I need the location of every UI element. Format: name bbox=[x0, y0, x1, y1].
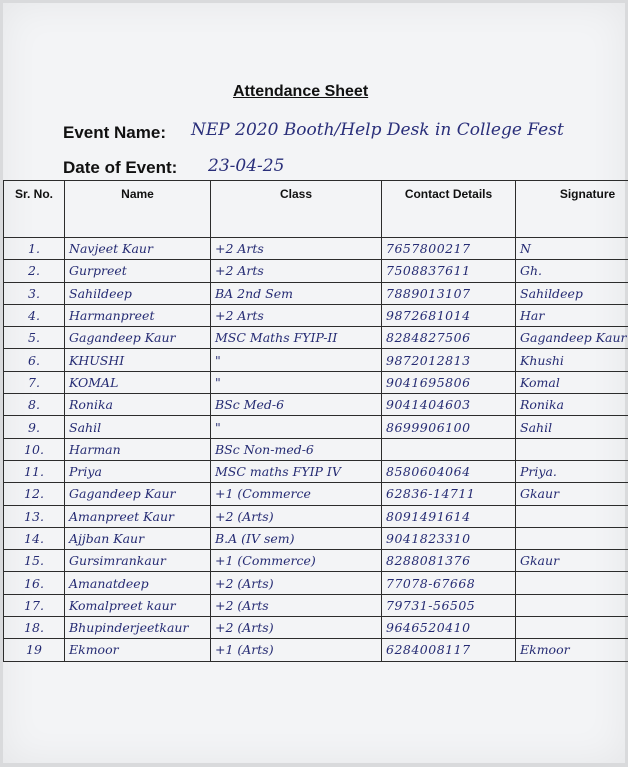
cell-name: Harman bbox=[65, 438, 211, 460]
cell-sno: 18. bbox=[4, 617, 65, 639]
cell-contact: 9041404603 bbox=[382, 394, 516, 416]
column-header-signature: Signature bbox=[516, 181, 628, 238]
attendance-table bbox=[3, 180, 628, 662]
cell-name: Navjeet Kaur bbox=[65, 238, 211, 260]
cell-cls: +1 (Commerce) bbox=[211, 550, 382, 572]
cell-sno: 11. bbox=[4, 460, 65, 482]
table-row bbox=[4, 438, 628, 460]
cell-name: Gagandeep Kaur bbox=[65, 483, 211, 505]
cell-sno: 15. bbox=[4, 550, 65, 572]
cell-cls: +1 (Commerce bbox=[211, 483, 382, 505]
cell-cls: +1 (Arts) bbox=[211, 639, 382, 661]
cell-sno: 10. bbox=[4, 438, 65, 460]
cell-sno: 7. bbox=[4, 371, 65, 393]
cell-sig: N bbox=[516, 238, 628, 260]
cell-sig: Gkaur bbox=[516, 483, 628, 505]
cell-sig: Gkaur bbox=[516, 550, 628, 572]
cell-sno: 5. bbox=[4, 327, 65, 349]
cell-contact: 62836-14711 bbox=[382, 483, 516, 505]
cell-sig: Gh. bbox=[516, 260, 628, 282]
cell-contact: 8699906100 bbox=[382, 416, 516, 438]
cell-name: Amanpreet Kaur bbox=[65, 505, 211, 527]
cell-name: Priya bbox=[65, 460, 211, 482]
cell-contact: 79731-56505 bbox=[382, 594, 516, 616]
date-label: Date of Event: bbox=[63, 158, 178, 177]
cell-sno: 1. bbox=[4, 238, 65, 260]
cell-name: Bhupinderjeetkaur bbox=[65, 617, 211, 639]
cell-sig: Ronika bbox=[516, 394, 628, 416]
cell-name: Gurpreet bbox=[65, 260, 211, 282]
column-header-contact: Contact Details bbox=[382, 181, 516, 238]
table-row bbox=[4, 371, 628, 393]
cell-sig: Har bbox=[516, 304, 628, 326]
table-row bbox=[4, 617, 628, 639]
cell-contact: 7657800217 bbox=[382, 238, 516, 260]
cell-contact: 8284827506 bbox=[382, 327, 516, 349]
cell-sig: Ekmoor bbox=[516, 639, 628, 661]
cell-cls: +2 (Arts bbox=[211, 594, 382, 616]
cell-contact: 8288081376 bbox=[382, 550, 516, 572]
cell-cls: BA 2nd Sem bbox=[211, 282, 382, 304]
cell-cls: " bbox=[211, 416, 382, 438]
cell-sig: Priya. bbox=[516, 460, 628, 482]
cell-contact: 8091491614 bbox=[382, 505, 516, 527]
event-name-value: NEP 2020 Booth/Help Desk in College Fest bbox=[191, 120, 564, 140]
sheet-title: Attendance Sheet bbox=[233, 83, 369, 100]
cell-sno: 19 bbox=[4, 639, 65, 661]
cell-contact: 8580604064 bbox=[382, 460, 516, 482]
table-row bbox=[4, 639, 628, 661]
cell-contact: 9041823310 bbox=[382, 527, 516, 549]
table-row bbox=[4, 550, 628, 572]
cell-contact: 6284008117 bbox=[382, 639, 516, 661]
cell-sig bbox=[516, 527, 628, 549]
cell-sno: 4. bbox=[4, 304, 65, 326]
cell-cls: +2 (Arts) bbox=[211, 505, 382, 527]
cell-cls: B.A (IV sem) bbox=[211, 527, 382, 549]
column-header-name: Name bbox=[65, 181, 211, 238]
cell-contact: 77078-67668 bbox=[382, 572, 516, 594]
cell-sno: 6. bbox=[4, 349, 65, 371]
table-row bbox=[4, 460, 628, 482]
cell-sno: 13. bbox=[4, 505, 65, 527]
table-row bbox=[4, 483, 628, 505]
table-header-row bbox=[4, 181, 628, 238]
cell-name: Gursimrankaur bbox=[65, 550, 211, 572]
cell-cls: BSc Non-med-6 bbox=[211, 438, 382, 460]
cell-cls: " bbox=[211, 371, 382, 393]
cell-name: Ronika bbox=[65, 394, 211, 416]
cell-contact: 9041695806 bbox=[382, 371, 516, 393]
cell-sno: 14. bbox=[4, 527, 65, 549]
cell-cls: +2 Arts bbox=[211, 304, 382, 326]
cell-sig: Khushi bbox=[516, 349, 628, 371]
cell-sig: Sahildeep bbox=[516, 282, 628, 304]
cell-sno: 3. bbox=[4, 282, 65, 304]
cell-sig bbox=[516, 438, 628, 460]
cell-cls: +2 (Arts) bbox=[211, 572, 382, 594]
cell-contact: 7508837611 bbox=[382, 260, 516, 282]
cell-cls: +2 Arts bbox=[211, 238, 382, 260]
cell-sno: 16. bbox=[4, 572, 65, 594]
cell-name: Gagandeep Kaur bbox=[65, 327, 211, 349]
date-value: 23-04-25 bbox=[208, 156, 285, 176]
cell-cls: MSC maths FYIP IV bbox=[211, 460, 382, 482]
table-row bbox=[4, 282, 628, 304]
table-row bbox=[4, 572, 628, 594]
cell-name: Ajjban Kaur bbox=[65, 527, 211, 549]
table-row bbox=[4, 594, 628, 616]
cell-cls: " bbox=[211, 349, 382, 371]
cell-name: Amanatdeep bbox=[65, 572, 211, 594]
event-name-label: Event Name: bbox=[63, 123, 166, 142]
cell-name: Sahil bbox=[65, 416, 211, 438]
cell-sno: 9. bbox=[4, 416, 65, 438]
cell-sig bbox=[516, 594, 628, 616]
table-row bbox=[4, 394, 628, 416]
cell-sig: Komal bbox=[516, 371, 628, 393]
cell-sig bbox=[516, 505, 628, 527]
cell-name: Harmanpreet bbox=[65, 304, 211, 326]
cell-contact: 7889013107 bbox=[382, 282, 516, 304]
cell-cls: +2 (Arts) bbox=[211, 617, 382, 639]
cell-cls: MSC Maths FYIP-II bbox=[211, 327, 382, 349]
cell-sig bbox=[516, 572, 628, 594]
cell-sno: 17. bbox=[4, 594, 65, 616]
cell-cls: +2 Arts bbox=[211, 260, 382, 282]
cell-name: Ekmoor bbox=[65, 639, 211, 661]
table-row bbox=[4, 527, 628, 549]
cell-name: KHUSHI bbox=[65, 349, 211, 371]
cell-sig: Sahil bbox=[516, 416, 628, 438]
table-row bbox=[4, 260, 628, 282]
table-row bbox=[4, 238, 628, 260]
cell-name: KOMAL bbox=[65, 371, 211, 393]
cell-contact: 9872012813 bbox=[382, 349, 516, 371]
cell-cls: BSc Med-6 bbox=[211, 394, 382, 416]
table-row bbox=[4, 327, 628, 349]
cell-contact bbox=[382, 438, 516, 460]
cell-sno: 8. bbox=[4, 394, 65, 416]
cell-sno: 12. bbox=[4, 483, 65, 505]
table-row bbox=[4, 349, 628, 371]
column-header-sr-no: Sr. No. bbox=[4, 181, 65, 238]
cell-name: Komalpreet kaur bbox=[65, 594, 211, 616]
cell-contact: 9646520410 bbox=[382, 617, 516, 639]
cell-sig: Gagandeep Kaur bbox=[516, 327, 628, 349]
cell-sno: 2. bbox=[4, 260, 65, 282]
table-row bbox=[4, 416, 628, 438]
table-row bbox=[4, 304, 628, 326]
column-header-class: Class bbox=[211, 181, 382, 238]
table-row bbox=[4, 505, 628, 527]
cell-name: Sahildeep bbox=[65, 282, 211, 304]
cell-contact: 9872681014 bbox=[382, 304, 516, 326]
cell-sig bbox=[516, 617, 628, 639]
